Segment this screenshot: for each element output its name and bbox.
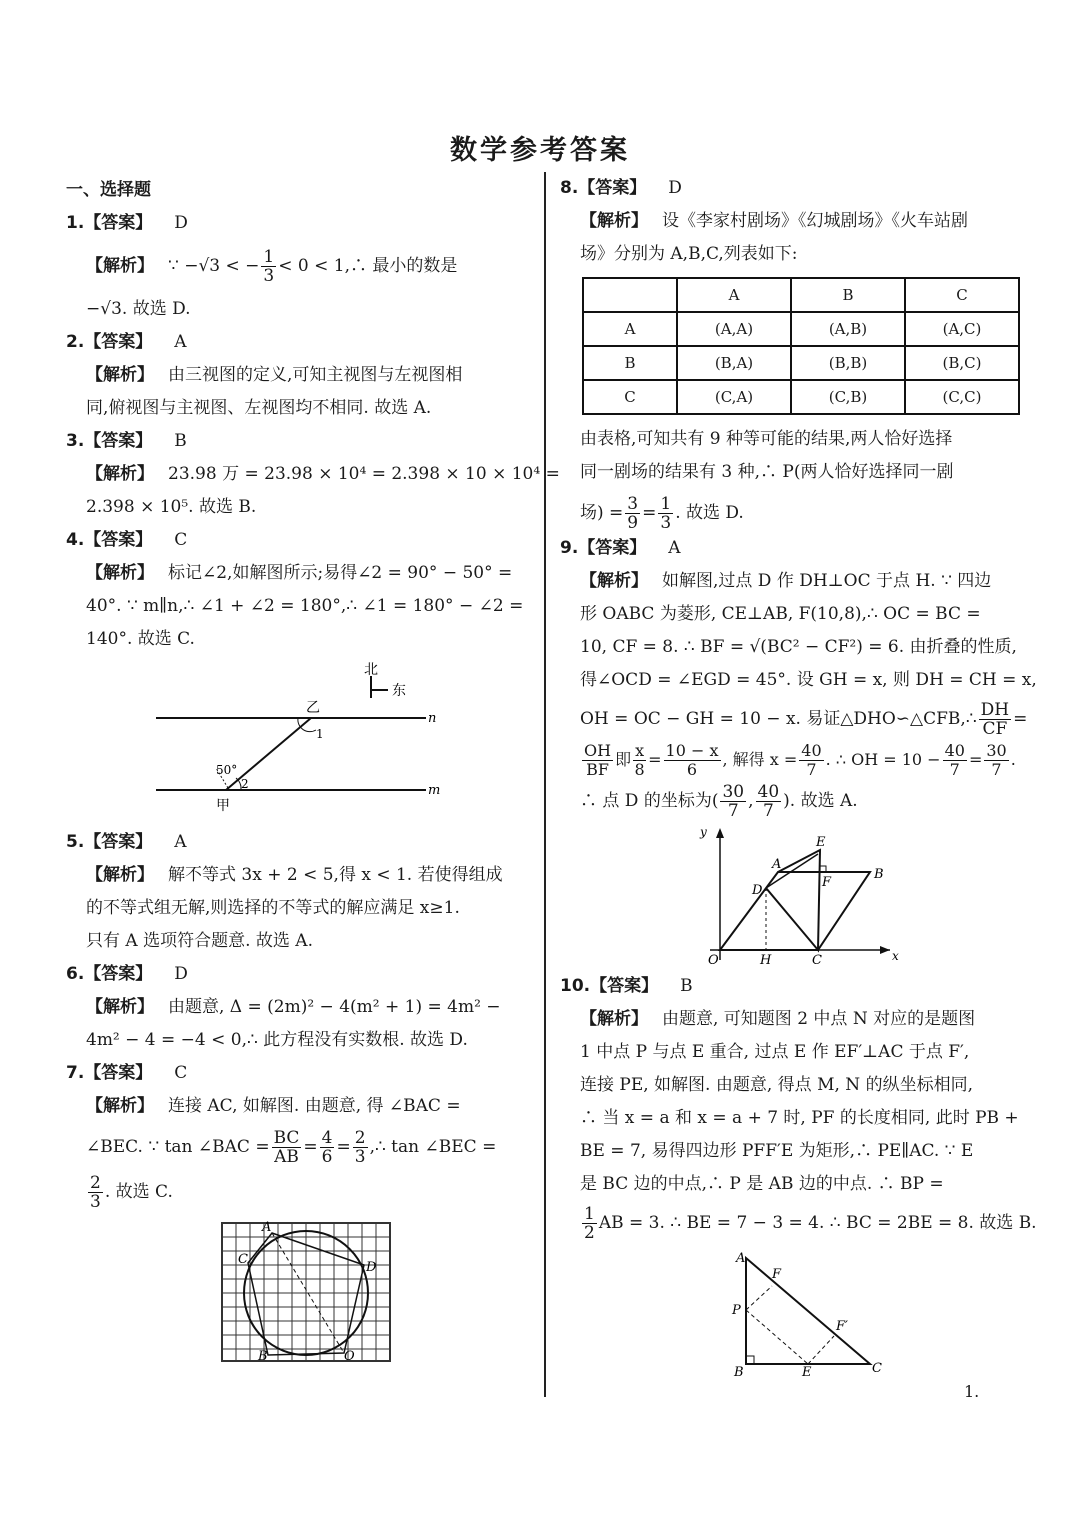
q1-line1a: ∵ −√3 < − (168, 256, 260, 276)
q7-frac-bc-ab: $\frac{BC}{AB}$ (273, 1128, 300, 1167)
q8-line1: 设《李家村剧场》《幻城剧场》《火车站剧 (662, 211, 968, 231)
q10-answer-label: 【答案】 (590, 976, 659, 996)
q2-answer-value: A (174, 332, 187, 352)
q7-fig-A: A (262, 1220, 272, 1235)
q1-fraction: $\frac{1}{3}$ (263, 247, 275, 286)
q4-fig-n: n (428, 711, 437, 726)
question-6 (66, 958, 528, 1057)
table-cell: (B,C) (905, 346, 1019, 380)
q8-number: 8. (560, 178, 579, 198)
page-number: 1. (964, 1382, 980, 1401)
q7-analysis-label: 【解析】 (86, 1096, 154, 1116)
q7-line2a: ∠BEC. ∵ tan ∠BAC = (86, 1137, 270, 1157)
q4-line1: 标记∠2,如解图所示;易得∠2 = 90° − 50° = (168, 563, 513, 583)
table-cell: (C,C) (905, 380, 1019, 414)
q2-answer-label: 【答案】 (84, 332, 153, 352)
q7-fig-C: C (238, 1252, 248, 1267)
table-cell: B (791, 278, 905, 312)
q4-fig-angle2: 2 (241, 777, 249, 791)
q8-line3: 由表格,可知共有 9 种等可能的结果,两人恰好选择 (580, 429, 953, 449)
q9-line4: 得∠OCD = ∠EGD = 45°. 设 GH = x, 则 DH = CH = x, (580, 670, 1037, 690)
table-cell: (B,B) (791, 346, 905, 380)
q4-answer-value: C (174, 530, 188, 550)
q1-answer-value: D (174, 213, 188, 233)
q9-fig-D: D (752, 883, 763, 898)
q10-fig-A: A (736, 1251, 746, 1266)
q9-fig-x: x (892, 949, 899, 963)
q9-line5a: OH = OC − GH = 10 − x. 易证△DHO∽△CFB,∴ (580, 709, 977, 729)
q7-line3: . 故选 C. (104, 1182, 173, 1202)
q9-frac-40-7b: $\frac{40}{7}$ (944, 741, 965, 779)
q9-analysis-label: 【解析】 (580, 571, 648, 591)
q6-number: 6. (66, 964, 85, 984)
q9-frac-10x-6: $\frac{10 - x}{6}$ (665, 741, 719, 779)
q7-line2b: ,∴ tan ∠BEC = (369, 1137, 497, 1157)
table-row (583, 380, 1019, 414)
q6-answer-label: 【答案】 (84, 964, 153, 984)
q10-analysis-label: 【解析】 (580, 1009, 648, 1029)
q8-line4: 同一剧场的结果有 3 种,∴ P(两人恰好选择同一剧 (580, 462, 954, 482)
q10-line2: 1 中点 P 与点 E 重合, 过点 E 作 EF′⊥AC 于点 F′, (580, 1042, 970, 1062)
q9-line6c: . ∴ OH = 10 − (825, 750, 941, 769)
q4-fig-angle50: 50° (216, 763, 238, 777)
table-cell (583, 278, 677, 312)
table-cell: (A,A) (677, 312, 791, 346)
table-cell: (A,C) (905, 312, 1019, 346)
q10-line1: 由题意, 可知题图 2 中点 N 对应的是题图 (662, 1009, 976, 1029)
q7-frac-4-6: $\frac{4}{6}$ (321, 1128, 333, 1167)
q4-line2: 40°. ∵ m∥n,∴ ∠1 + ∠2 = 180°,∴ ∠1 = 180° − ∠2 = (86, 596, 524, 616)
table-row (583, 346, 1019, 380)
q4-line3: 140°. 故选 C. (86, 629, 195, 649)
question-2 (66, 326, 528, 425)
q7-fig-D: D (366, 1260, 377, 1275)
q10-number: 10. (560, 976, 591, 996)
q7-fig-B: B (258, 1349, 268, 1364)
q1-answer-label: 【答案】 (84, 213, 153, 233)
q10-figure (710, 1248, 1080, 1378)
q9-frac-x-8: $\frac{x}{8}$ (634, 741, 645, 779)
q9-figure (680, 824, 1080, 964)
q8-line2: 场》分别为 A,B,C,列表如下: (580, 244, 798, 264)
q10-line5: BE = 7, 易得四边形 PFF′E 为矩形,∴ PE∥AC. ∵ E (580, 1141, 974, 1161)
q9-answer-value: A (668, 538, 681, 558)
q9-line1: 如解图,过点 D 作 DH⊥OC 于点 H. ∵ 四边 (662, 571, 992, 591)
q5-answer-label: 【答案】 (84, 832, 153, 852)
q1-line2: −√3. 故选 D. (86, 299, 191, 319)
q9-coord-x: $\frac{30}{7}$ (722, 782, 745, 821)
table-cell: A (583, 312, 677, 346)
q4-fig-angle1: 1 (316, 727, 324, 741)
q9-fig-y: y (700, 825, 707, 839)
q8-frac-1-3: $\frac{1}{3}$ (660, 494, 672, 533)
q8-answer-value: D (668, 178, 682, 198)
q6-line2: 4m² − 4 = −4 < 0,∴ 此方程没有实数根. 故选 D. (86, 1030, 468, 1050)
q3-number: 3. (66, 431, 85, 451)
q7-eq2: = (336, 1137, 351, 1157)
table-cell: (B,A) (677, 346, 791, 380)
left-column (66, 174, 560, 1375)
q4-number: 4. (66, 530, 85, 550)
q1-line1b: < 0 < 1,∴ 最小的数是 (278, 256, 458, 276)
q2-analysis-label: 【解析】 (86, 365, 154, 385)
q7-fig-O: O (344, 1349, 355, 1364)
q10-fig-F: F (772, 1267, 782, 1282)
q9-fig-A: A (772, 857, 782, 872)
question-9: 9.【答案】 A 【解析】 如解图,过点 D 作 DH⊥OC 于点 H. ∵ 四边 形 OABC 为菱形, CE⊥AB, F(10,8),∴ OC = BC = 10, CF = 8. ∴ BF = √(BC² − CF²) = 6. 由折叠的性质, 得∠OCD = ∠EGD = 45°. 设 GH = x, 则 DH = CH = x, OH = OC − GH = 10 − x. 易证△DHO∽△CFB,∴ $\frac{DH}{CF}$ = $\frac{OH}{BF}$ 即 $\frac{x}{8}$ = $\frac{10 - x}{6}$ , 解得 x = $\frac{40}{7}$ . ∴ OH = 10 − $\frac{40}{7}$ = $\frac{30}{7}$ . ∴ 点 D 的坐标为( $\frac{30}{7}$ , $\frac{40}{7}$ ). 故选 A. y x E A B F D O H C (560, 532, 1022, 964)
question-4 (66, 524, 528, 820)
q5-line3: 只有 A 选项符合题意. 故选 A. (86, 931, 313, 951)
q7-frac-result: $\frac{2}{3}$ (90, 1173, 101, 1212)
q9-fig-E: E (816, 835, 826, 850)
question-8: 8.【答案】 D 【解析】 设《李家村剧场》《幻城剧场》《火车站剧 场》分别为 A,B,C,列表如下: A B C A (A,A) (A,B) (A,C) B (B,A) (B,B) (B,C) C (C,A) (C,B) (C,C) 由表格,可知共有 9 种等可能的结果,两人恰好选择 同一剧场的结果有 3 种,∴ P(两人恰好选择同一剧 场) = $\frac{3}{9}$ = $\frac{1}{3}$ . 故选 D. (560, 172, 1022, 532)
q7-frac-2-3: $\frac{2}{3}$ (354, 1128, 366, 1167)
q3-line1: 23.98 万 = 23.98 × 10⁴ = 2.398 × 10 × 10⁴ = (168, 464, 560, 484)
q7-line1: 连接 AC, 如解图. 由题意, 得 ∠BAC = (168, 1096, 461, 1116)
q9-fig-F: F (822, 875, 832, 890)
q4-fig-m: m (428, 783, 441, 798)
table-cell: C (583, 380, 677, 414)
q9-frac-dh-cf: $\frac{DH}{CF}$ (980, 700, 1010, 739)
q4-figure (66, 660, 466, 820)
q10-line7: AB = 3. ∴ BE = 7 − 3 = 4. ∴ BC = 2BE = 8. 故选 B. (598, 1213, 1037, 1233)
q9-frac-30-7: $\frac{30}{7}$ (986, 741, 1007, 779)
q9-line6b: , 解得 x = (722, 750, 798, 769)
q4-analysis-label: 【解析】 (86, 563, 154, 583)
q10-fig-F2: F′ (836, 1319, 848, 1334)
q7-number: 7. (66, 1063, 85, 1083)
q1-number: 1. (66, 213, 85, 233)
q8-answer-label: 【答案】 (578, 178, 647, 198)
table-row (583, 278, 1019, 312)
q10-frac-1-2: $\frac{1}{2}$ (584, 1204, 595, 1243)
q4-fig-yi: 乙 (306, 700, 320, 716)
q9-coord-y: $\frac{40}{7}$ (757, 782, 780, 821)
table-cell: (C,A) (677, 380, 791, 414)
table-cell: (C,B) (791, 380, 905, 414)
section-heading: 一、选择题 (66, 180, 151, 200)
q6-line1: 由题意, Δ = (2m)² − 4(m² + 1) = 4m² − (168, 997, 501, 1017)
q10-line3: 连接 PE, 如解图. 由题意, 得点 M, N 的纵坐标相同, (580, 1075, 973, 1095)
q3-answer-label: 【答案】 (84, 431, 153, 451)
table-row (583, 312, 1019, 346)
q7-figure (216, 1219, 616, 1369)
page-title: 数学参考答案 (450, 135, 630, 166)
q10-line6: 是 BC 边的中点,∴ P 是 AB 边的中点. ∴ BP = (580, 1174, 944, 1194)
q9-line6a: 即 (615, 750, 632, 769)
q7-eq1: = (303, 1137, 318, 1157)
q10-fig-E: E (802, 1365, 812, 1378)
table-cell: B (583, 346, 677, 380)
q5-line2: 的不等式组无解,则选择的不等式的解应满足 x≥1. (86, 898, 460, 918)
question-7 (66, 1057, 528, 1369)
column-divider (544, 172, 546, 1397)
q9-fig-H: H (760, 953, 772, 964)
question-5 (66, 826, 528, 958)
q7-answer-label: 【答案】 (84, 1063, 153, 1083)
q9-fig-O: O (708, 953, 719, 964)
q8-outcome-table (582, 277, 1020, 415)
q9-answer-label: 【答案】 (578, 538, 647, 558)
question-1 (66, 207, 528, 326)
q10-line4: ∴ 当 x = a 和 x = a + 7 时, PF 的长度相同, 此时 PB + (580, 1108, 1019, 1128)
q3-line2: 2.398 × 10⁵. 故选 B. (86, 497, 257, 517)
q4-fig-north: 北 (364, 662, 378, 678)
q4-answer-label: 【答案】 (84, 530, 153, 550)
q5-line1: 解不等式 3x + 2 < 5,得 x < 1. 若使得组成 (168, 865, 503, 885)
q3-answer-value: B (174, 431, 187, 451)
q5-answer-value: A (174, 832, 187, 852)
q9-frac-oh-bf: $\frac{OH}{BF}$ (584, 741, 612, 779)
q4-fig-jia: 甲 (216, 798, 230, 814)
q9-fig-B: B (874, 867, 884, 882)
q2-line2: 同,俯视图与主视图、左视图均不相同. 故选 A. (86, 398, 432, 418)
q8-frac-3-9: $\frac{3}{9}$ (627, 494, 639, 533)
q9-line3: 10, CF = 8. ∴ BF = √(BC² − CF²) = 6. 由折叠的性质, (580, 637, 1017, 657)
right-column (560, 172, 1037, 1384)
table-cell: (A,B) (791, 312, 905, 346)
table-cell: C (905, 278, 1019, 312)
question-3 (66, 425, 560, 524)
q9-fig-C: C (812, 953, 822, 964)
q2-number: 2. (66, 332, 85, 352)
q10-fig-C: C (872, 1361, 882, 1376)
q8-line5a: 场) = (580, 503, 624, 523)
q4-fig-east: 东 (392, 683, 406, 699)
q9-line7a: ∴ 点 D 的坐标为( (580, 791, 719, 811)
q9-number: 9. (560, 538, 579, 558)
q10-fig-P: P (732, 1303, 741, 1318)
table-cell: A (677, 278, 791, 312)
q5-number: 5. (66, 832, 85, 852)
q1-analysis-label: 【解析】 (86, 256, 154, 276)
q8-analysis-label: 【解析】 (580, 211, 648, 231)
q2-line1: 由三视图的定义,可知主视图与左视图相 (168, 365, 463, 385)
q8-line5b: . 故选 D. (675, 503, 744, 523)
q6-answer-value: D (174, 964, 188, 984)
q10-answer-value: B (680, 976, 693, 996)
q10-fig-B: B (734, 1365, 744, 1378)
q9-line7b: ). 故选 A. (783, 791, 858, 811)
q5-analysis-label: 【解析】 (86, 865, 154, 885)
q9-line2: 形 OABC 为菱形, CE⊥AB, F(10,8),∴ OC = BC = (580, 604, 981, 624)
q7-answer-value: C (174, 1063, 188, 1083)
question-10 (560, 970, 1037, 1378)
q6-analysis-label: 【解析】 (86, 997, 154, 1017)
q3-analysis-label: 【解析】 (86, 464, 154, 484)
q9-frac-40-7: $\frac{40}{7}$ (801, 741, 822, 779)
